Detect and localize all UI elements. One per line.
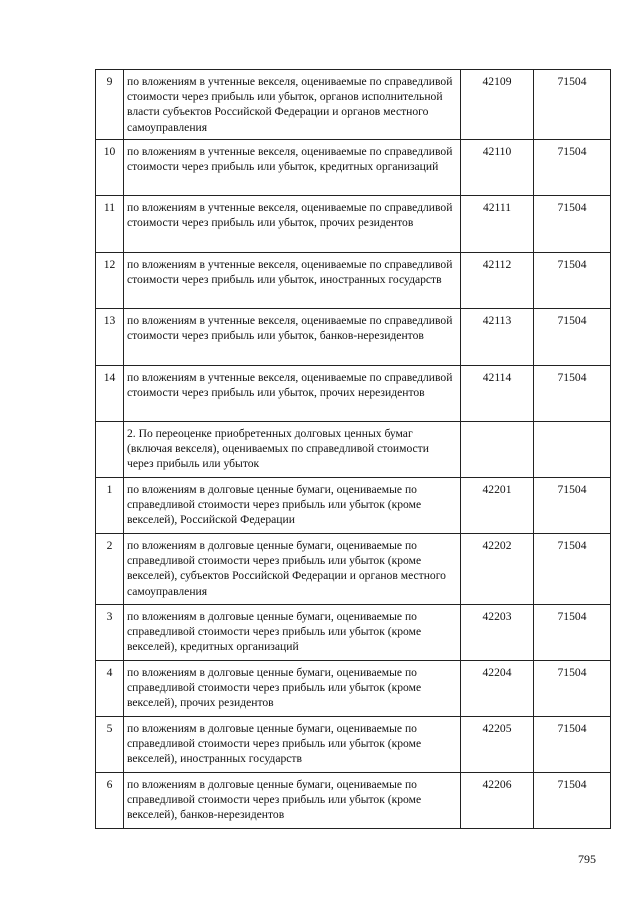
row-description: по вложениям в учтенные векселя, оцениваемые по справедливой стоимости через прибыль или убыток, банков-нерезидентов xyxy=(124,309,461,366)
table-row xyxy=(96,196,611,253)
table-row xyxy=(96,773,611,829)
row-code: 42202 xyxy=(461,534,534,605)
table-row xyxy=(96,309,611,366)
row-code xyxy=(461,422,534,478)
row-description: по вложениям в учтенные векселя, оцениваемые по справедливой стоимости через прибыль или убыток, органов исполнительной власти субъектов Российской Федерации и органов местного самоуправления xyxy=(124,70,461,140)
row-number: 6 xyxy=(96,773,124,829)
row-code: 42206 xyxy=(461,773,534,829)
row-account: 71504 xyxy=(534,717,611,773)
row-number: 13 xyxy=(96,309,124,366)
row-number xyxy=(96,422,124,478)
table-row xyxy=(96,253,611,309)
row-account: 71504 xyxy=(534,253,611,309)
row-number: 5 xyxy=(96,717,124,773)
row-description: по вложениям в учтенные векселя, оцениваемые по справедливой стоимости через прибыль или убыток, кредитных организаций xyxy=(124,140,461,196)
row-code: 42203 xyxy=(461,605,534,661)
table-row xyxy=(96,422,611,478)
row-description: по вложениям в учтенные векселя, оцениваемые по справедливой стоимости через прибыль или убыток, иностранных государств xyxy=(124,253,461,309)
row-code: 42205 xyxy=(461,717,534,773)
table-row xyxy=(96,661,611,717)
row-code: 42110 xyxy=(461,140,534,196)
row-code: 42113 xyxy=(461,309,534,366)
row-number: 14 xyxy=(96,366,124,422)
row-account: 71504 xyxy=(534,70,611,140)
row-description: по вложениям в учтенные векселя, оцениваемые по справедливой стоимости через прибыль или убыток, прочих резидентов xyxy=(124,196,461,253)
row-number: 4 xyxy=(96,661,124,717)
table-row xyxy=(96,140,611,196)
row-description: по вложениям в долговые ценные бумаги, оцениваемые по справедливой стоимости через прибыль или убыток (кроме векселей), прочих резидентов xyxy=(124,661,461,717)
table-row xyxy=(96,70,611,140)
row-description: по вложениям в долговые ценные бумаги, оцениваемые по справедливой стоимости через прибыль или убыток (кроме векселей), банков-нерезидентов xyxy=(124,773,461,829)
row-account xyxy=(534,422,611,478)
row-account: 71504 xyxy=(534,196,611,253)
row-number: 9 xyxy=(96,70,124,140)
row-account: 71504 xyxy=(534,661,611,717)
table-row xyxy=(96,605,611,661)
row-account: 71504 xyxy=(534,140,611,196)
row-number: 10 xyxy=(96,140,124,196)
row-description: по вложениям в долговые ценные бумаги, оцениваемые по справедливой стоимости через прибыль или убыток (кроме векселей), иностранных государств xyxy=(124,717,461,773)
table-row xyxy=(96,366,611,422)
row-account: 71504 xyxy=(534,773,611,829)
row-description: по вложениям в долговые ценные бумаги, оцениваемые по справедливой стоимости через прибыль или убыток (кроме векселей), кредитных организаций xyxy=(124,605,461,661)
row-account: 71504 xyxy=(534,366,611,422)
row-number: 3 xyxy=(96,605,124,661)
row-code: 42111 xyxy=(461,196,534,253)
row-number: 12 xyxy=(96,253,124,309)
row-code: 42204 xyxy=(461,661,534,717)
document-table xyxy=(95,69,611,829)
row-code: 42114 xyxy=(461,366,534,422)
row-number: 11 xyxy=(96,196,124,253)
row-number: 1 xyxy=(96,478,124,534)
table-row xyxy=(96,717,611,773)
row-description: по вложениям в долговые ценные бумаги, оцениваемые по справедливой стоимости через прибыль или убыток (кроме векселей), субъектов Российской Федерации и органов местного самоуправления xyxy=(124,534,461,605)
section-heading: 2. По переоценке приобретенных долговых ценных бумаг (включая векселя), оцениваемых по справедливой стоимости через прибыль или убыток xyxy=(124,422,461,478)
row-code: 42112 xyxy=(461,253,534,309)
row-number: 2 xyxy=(96,534,124,605)
table-row xyxy=(96,534,611,605)
row-account: 71504 xyxy=(534,605,611,661)
row-description: по вложениям в долговые ценные бумаги, оцениваемые по справедливой стоимости через прибыль или убыток (кроме векселей), Российской Федерации xyxy=(124,478,461,534)
table-row xyxy=(96,478,611,534)
page-number: 795 xyxy=(578,852,596,866)
row-account: 71504 xyxy=(534,478,611,534)
row-account: 71504 xyxy=(534,534,611,605)
row-description: по вложениям в учтенные векселя, оцениваемые по справедливой стоимости через прибыль или убыток, прочих нерезидентов xyxy=(124,366,461,422)
row-code: 42201 xyxy=(461,478,534,534)
row-code: 42109 xyxy=(461,70,534,140)
row-account: 71504 xyxy=(534,309,611,366)
